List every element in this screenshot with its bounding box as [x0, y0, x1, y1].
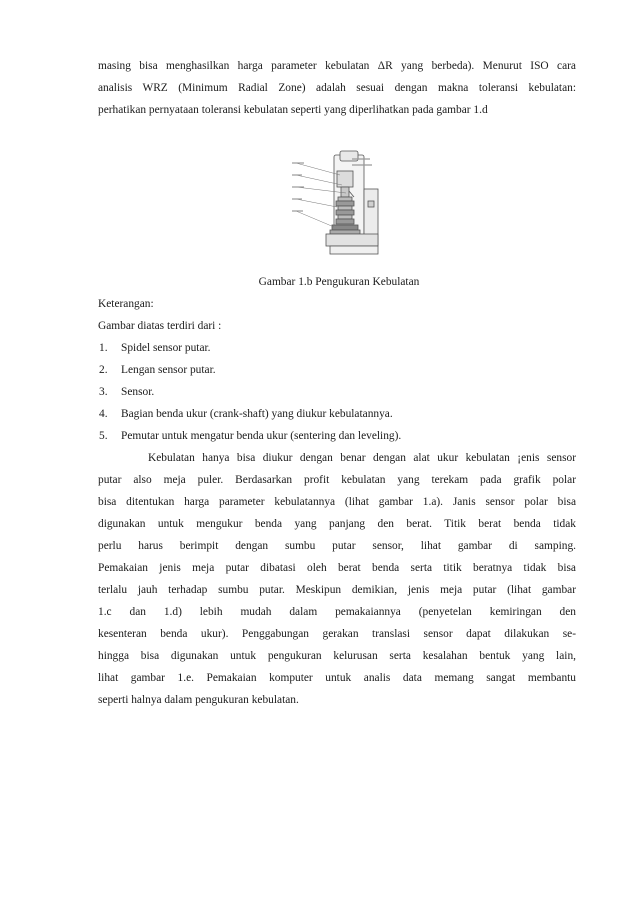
figure-area [98, 143, 576, 263]
body-line-9: kesenteran benda ukur). Penggabungan gerakan translasi sensor dapat dilakukan se- [98, 628, 576, 640]
list-item-text: Bagian benda ukur (crank-shaft) yang diukur kebulatannya. [121, 408, 393, 420]
body-line-5: perlu harus berimpit dengan sumbu putar sensor, lihat gambar di samping. [98, 540, 576, 552]
body-paragraph [98, 447, 576, 711]
list-item-text: Sensor. [121, 386, 155, 398]
list-item-number: 2. [99, 364, 108, 376]
body-line-3: bisa ditentukan harga parameter kebulatannya (lihat gambar 1.a). Janis sensor polar bisa [98, 496, 576, 508]
list-item [98, 337, 576, 359]
body-line-2: putar also meja puler. Berdasarkan profit kebulatan yang terekam pada grafik polar [98, 474, 576, 486]
figure-caption: Gambar 1.b Pengukuran Kebulatan [258, 276, 420, 288]
body-line-10: hingga bisa digunakan untuk pengukuran kelurusan serta kesalahan bentuk yang lain, [98, 650, 576, 662]
list-item [98, 381, 576, 403]
list-item-number: 4. [99, 408, 108, 420]
body-line-11: lihat gambar 1.e. Pemakaian komputer untuk analis data memang sangat membantu [98, 672, 576, 684]
intro-paragraph [98, 55, 576, 121]
intro-line-3: perhatikan pernyataan toleransi kebulatan seperti yang diperlihatkan pada gambar 1.d [98, 104, 488, 116]
list-item [98, 425, 576, 447]
intro-line-1: masing bisa menghasilkan harga parameter kebulatan ΔR yang berbeda). Menurut ISO cara [98, 60, 576, 72]
body-line-4: digunakan untuk mengukur benda yang panjang den berat. Titik berat benda tidak [98, 518, 576, 530]
body-line-1: Kebulatan hanya bisa diukur dengan benar dengan alat ukur kebulatan ¡enis sensor [148, 452, 576, 464]
list-item-text: Pemutar untuk mengatur benda ukur (sentering dan leveling). [121, 430, 402, 442]
body-line-12: seperti halnya dalam pengukuran kebulatan. [98, 694, 299, 706]
keterangan-heading: Keterangan: [98, 298, 154, 310]
document-page [98, 55, 576, 711]
list-item-number: 3. [99, 386, 108, 398]
list-item-text: Spidel sensor putar. [121, 342, 211, 354]
body-line-8: 1.c dan 1.d) lebih mudah dalam pemakaiannya (penyetelan kemiringan den [98, 606, 576, 618]
list-item [98, 359, 576, 381]
body-line-6: Pemakaian jenis meja putar dibatasi oleh berat benda serta titik beratnya tidak bisa [98, 562, 576, 574]
list-item-number: 5. [99, 430, 108, 442]
intro-line-2: analisis WRZ (Minimum Radial Zone) adalah sesuai dengan makna toleransi kebulatan: [98, 82, 576, 94]
keterangan-section [98, 293, 576, 447]
keterangan-intro: Gambar diatas terdiri dari : [98, 320, 222, 332]
list-item-number: 1. [99, 342, 108, 354]
keterangan-list [98, 337, 576, 447]
body-line-7: terlalu jauh terhadap sumbu putar. Meskipun demikian, jenis meja putar (lihat gambar [98, 584, 576, 596]
list-item [98, 403, 576, 425]
list-item-text: Lengan sensor putar. [121, 364, 216, 376]
roundness-measuring-machine-figure [290, 149, 382, 259]
